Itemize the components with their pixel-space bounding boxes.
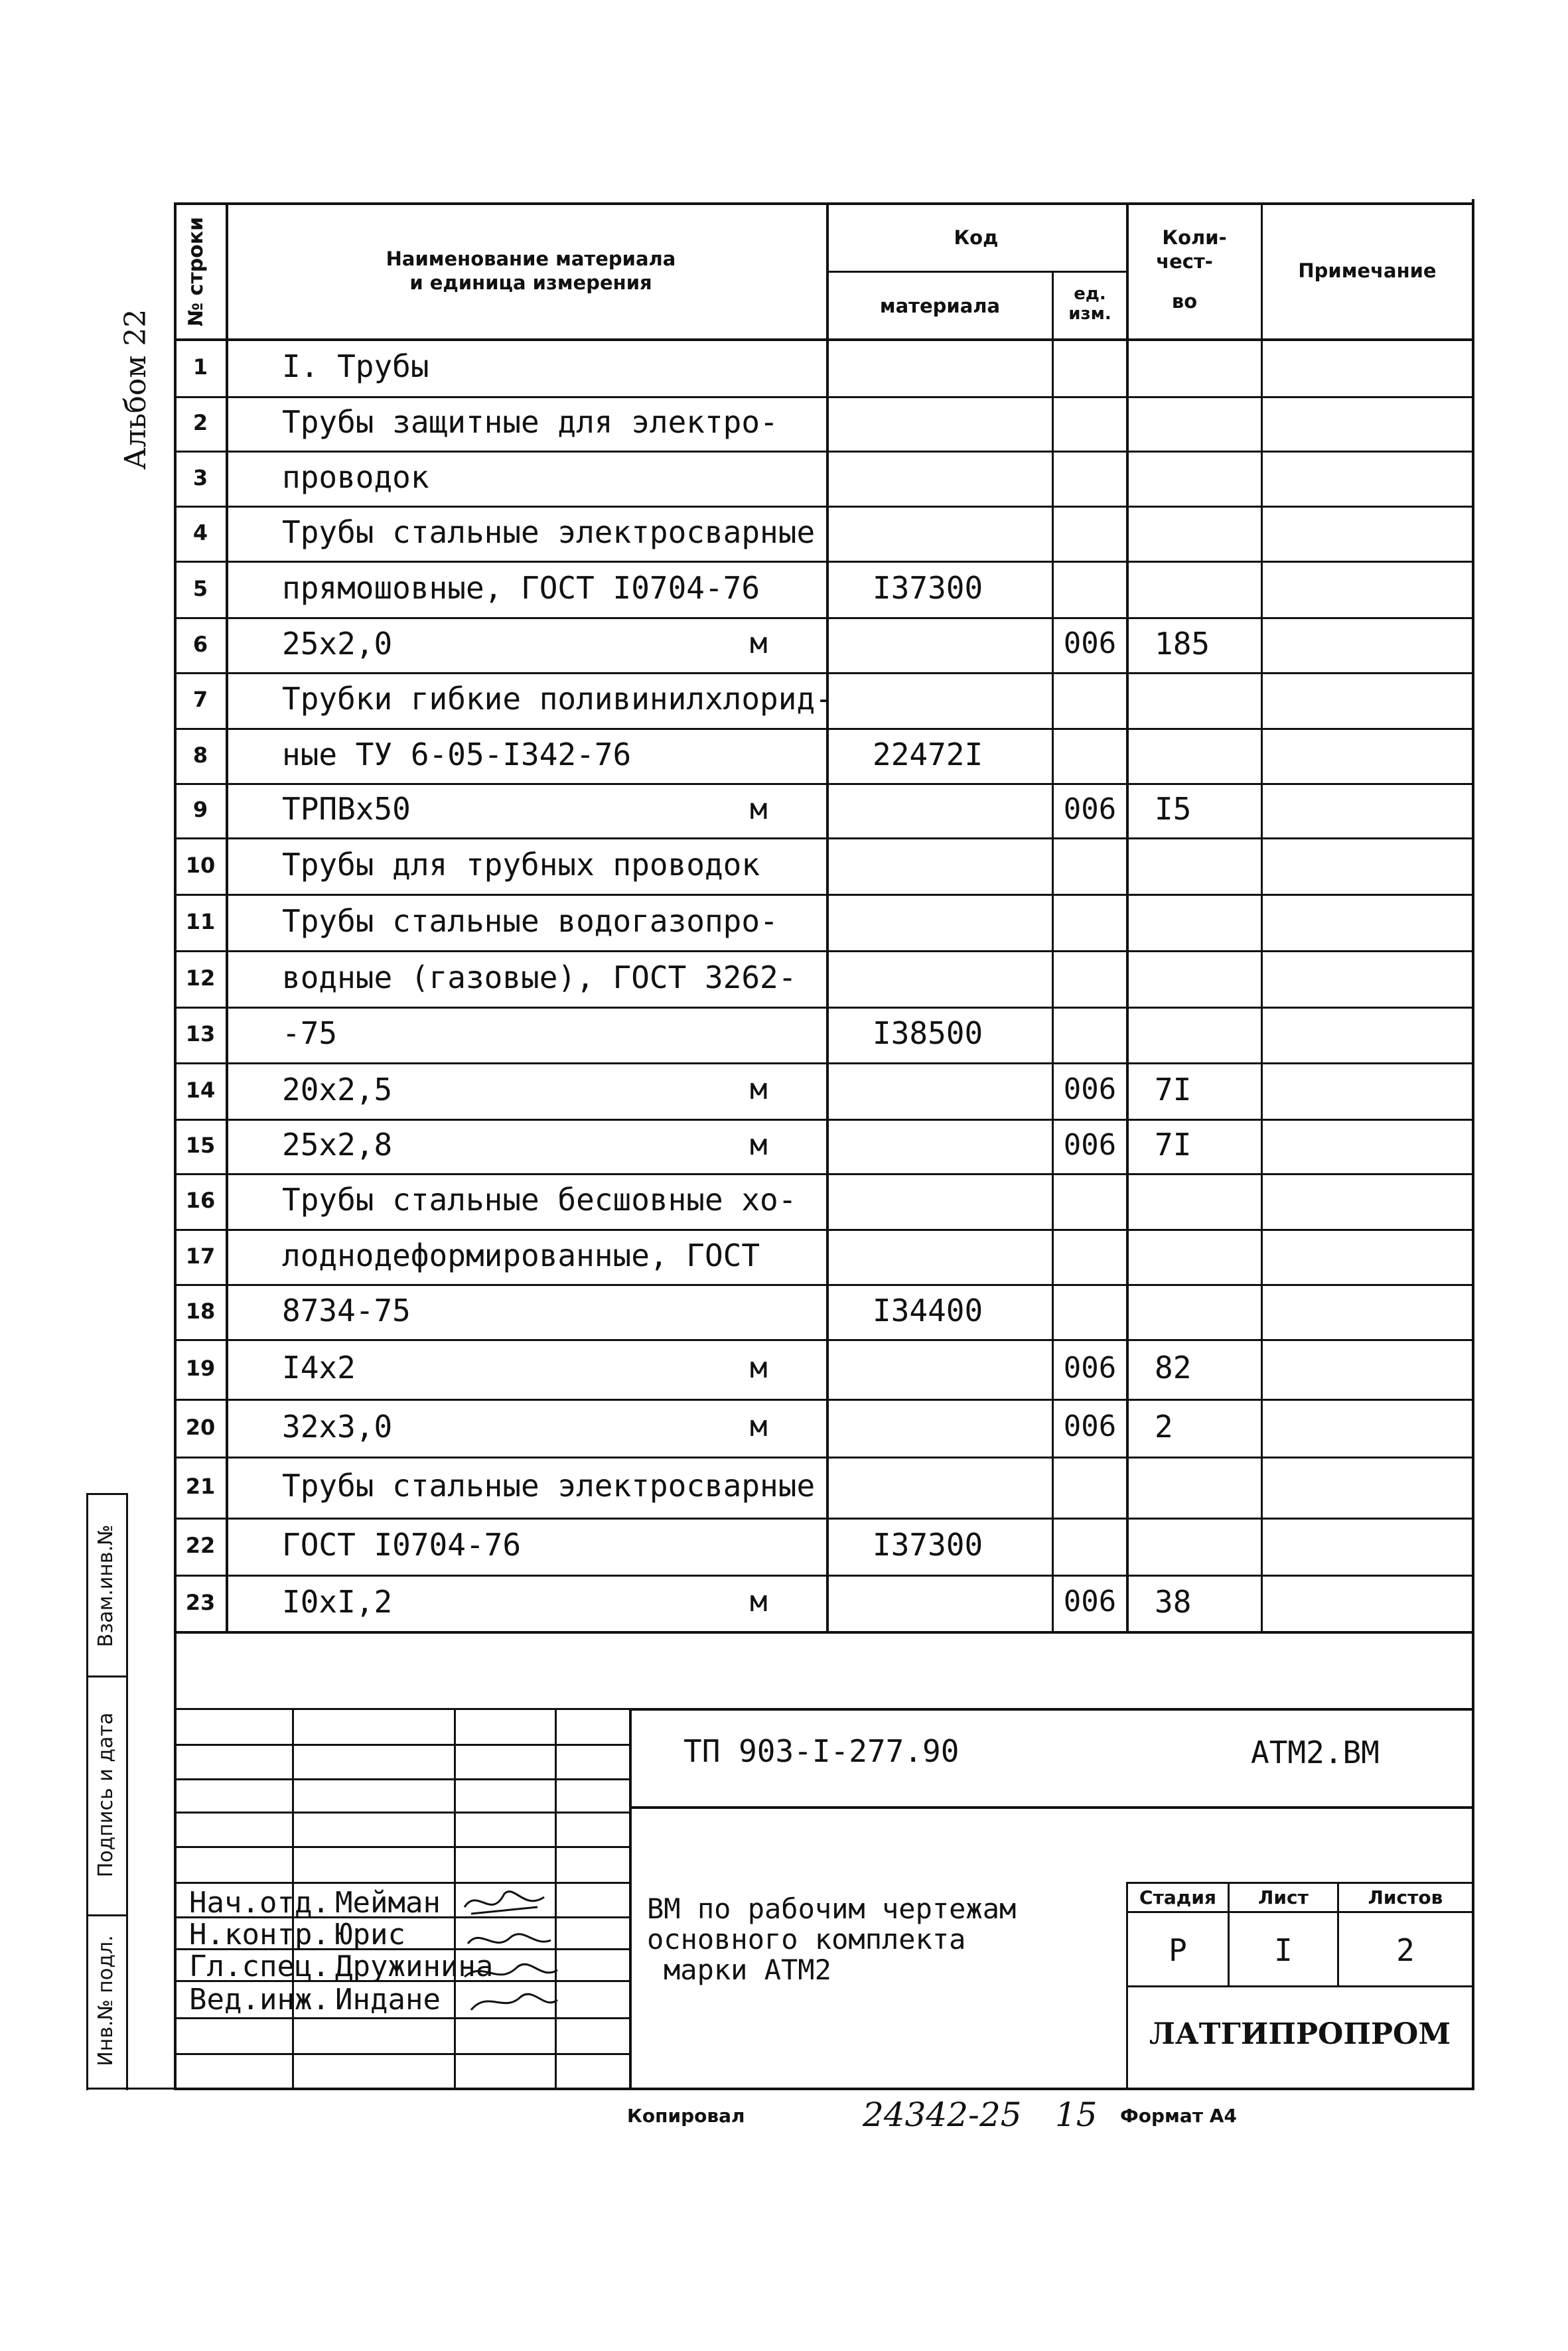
signer-role-4: Вед.инж.: [189, 1983, 330, 2017]
row-separator: [174, 617, 1474, 619]
row-quantity: 7I: [1155, 1071, 1192, 1107]
row-unit: м: [750, 792, 768, 826]
row-name: ные ТУ 6-05-I342-76: [282, 736, 632, 772]
row-name: 32x3,0: [282, 1408, 393, 1445]
row-name: I4x2: [282, 1350, 356, 1386]
row-quantity: I5: [1155, 791, 1192, 827]
row-number: 8: [192, 742, 208, 768]
header-name-line2: и единица измерения: [409, 271, 652, 294]
album-label: Альбом 22: [119, 309, 153, 470]
row-number: 19: [185, 1356, 216, 1382]
row-separator: [174, 672, 1474, 674]
row-name: лоднодеформированные, ГОСТ: [282, 1237, 760, 1273]
signer-name-2: Юрис: [335, 1918, 405, 1952]
header-code: Код: [954, 226, 999, 249]
sheets-value: 2: [1396, 1932, 1415, 1968]
row-quantity: 2: [1155, 1408, 1173, 1445]
signer-role-2: Н.контр.: [189, 1918, 330, 1952]
row-number: 7: [192, 687, 208, 713]
header-qty-line3: во: [1171, 290, 1198, 313]
row-separator: [174, 1062, 1474, 1064]
doc-title-line3: марки АТМ2: [664, 1954, 831, 1986]
row-separator: [174, 894, 1474, 896]
row-number: 16: [185, 1188, 216, 1214]
organization: ЛАТГИПРОПРОМ: [1149, 2017, 1451, 2051]
row-name: ГОСТ I0704-76: [282, 1527, 522, 1563]
row-separator: [174, 1007, 1474, 1009]
row-name: 8734-75: [282, 1292, 411, 1328]
row-separator: [174, 561, 1474, 563]
row-unit: м: [750, 1350, 768, 1385]
sheet-value: I: [1274, 1932, 1293, 1968]
header-unit-line2: изм.: [1068, 304, 1111, 324]
row-separator: [174, 1399, 1474, 1401]
signature-date-label: Подпись и дата: [94, 1712, 117, 1878]
row-name: -75: [282, 1015, 338, 1052]
row-separator: [174, 783, 1474, 785]
row-quantity: 82: [1155, 1350, 1192, 1386]
row-number: 11: [185, 908, 216, 934]
footer-copied: Копировал: [627, 2105, 745, 2127]
row-quantity: 185: [1155, 625, 1210, 662]
row-name: 20x2,5: [282, 1071, 393, 1107]
doc-mark: АТМ2.ВМ: [1251, 1735, 1380, 1770]
row-separator: [174, 1229, 1474, 1231]
footer-format: Формат А4: [1120, 2105, 1237, 2127]
row-name: прямошовные, ГОСТ I0704-76: [282, 569, 760, 606]
row-separator: [174, 950, 1474, 952]
row-separator: [174, 396, 1474, 398]
signer-role-3: Гл.спец.: [189, 1950, 330, 1983]
row-name: ТРПВх50: [282, 791, 411, 827]
row-material-code: 22472I: [873, 736, 983, 772]
doc-title-line2: основного комплекта: [647, 1923, 966, 1956]
row-name: Трубы для трубных проводок: [282, 846, 760, 883]
row-separator: [174, 1173, 1474, 1175]
row-unit: м: [750, 626, 768, 661]
row-number: 15: [185, 1133, 216, 1159]
sheet-label: Лист: [1258, 1887, 1309, 1908]
header-qty-line1: Коли-: [1162, 226, 1227, 249]
row-separator: [174, 1284, 1474, 1286]
header-unit-line1: ед.: [1074, 284, 1106, 304]
row-name: Трубы стальные водогазопро-: [282, 902, 778, 939]
header-name-line1: Наименование материала: [386, 248, 676, 270]
row-number: 1: [192, 354, 208, 380]
row-name: I0xI,2: [282, 1583, 393, 1620]
row-unit-code: 006: [1063, 792, 1117, 826]
row-number: 23: [185, 1589, 216, 1615]
row-unit-code: 006: [1063, 626, 1117, 661]
row-number: 9: [192, 797, 208, 823]
signer-name-3: Дружинина: [335, 1950, 494, 1983]
row-number: 18: [185, 1298, 216, 1324]
row-separator: [174, 1119, 1474, 1121]
row-unit-code: 006: [1063, 1409, 1117, 1444]
row-number: 10: [185, 852, 216, 878]
row-number: 21: [185, 1474, 216, 1500]
stage-value: Р: [1169, 1932, 1187, 1968]
row-name: I. Трубы: [282, 348, 429, 384]
row-name: проводок: [282, 459, 429, 495]
row-number: 3: [192, 464, 208, 490]
row-separator: [174, 506, 1474, 508]
row-number: 5: [192, 575, 208, 601]
row-material-code: I34400: [873, 1292, 983, 1328]
stage-label: Стадия: [1139, 1887, 1216, 1908]
signer-name-1: Мейман: [335, 1886, 441, 1920]
footer-number: 24342-25: [863, 2096, 1022, 2134]
row-number: 12: [185, 965, 216, 991]
row-unit: м: [750, 1585, 768, 1619]
row-material-code: I37300: [873, 1527, 983, 1563]
footer-page: 15: [1055, 2096, 1098, 2134]
row-quantity: 7I: [1155, 1127, 1192, 1163]
row-unit-code: 006: [1063, 1350, 1117, 1385]
row-number: 17: [185, 1243, 216, 1269]
row-unit-code: 006: [1063, 1072, 1117, 1107]
doc-code: ТП 903-I-277.90: [683, 1733, 960, 1769]
row-material-code: I38500: [873, 1015, 983, 1052]
row-unit: м: [750, 1072, 768, 1107]
header-qty-line2: чест-: [1156, 250, 1213, 273]
row-name: водные (газовые), ГОСТ 3262-: [282, 959, 797, 995]
header-note: Примечание: [1298, 259, 1437, 282]
sheets-label: Листов: [1368, 1887, 1443, 1908]
signer-name-4: Индане: [335, 1983, 441, 2017]
row-number: 20: [185, 1414, 216, 1440]
row-separator: [174, 837, 1474, 839]
row-unit-code: 006: [1063, 1585, 1117, 1619]
row-name: Трубы стальные электросварные: [282, 514, 816, 550]
replaced-inventory-label: Взам.инв.№: [94, 1524, 117, 1648]
row-number: 4: [192, 520, 208, 545]
handwritten-signatures: [458, 1881, 564, 2020]
row-number: 6: [192, 631, 208, 657]
signer-role-1: Нач.отд.: [189, 1886, 330, 1920]
row-separator: [174, 451, 1474, 453]
row-name: Трубки гибкие поливинилхлорид-: [282, 681, 833, 717]
header-material: материала: [879, 295, 1001, 317]
row-separator: [174, 728, 1474, 730]
original-inventory-label: Инв.№ подл.: [94, 1935, 117, 2066]
row-name: 25x2,8: [282, 1127, 393, 1163]
row-separator: [174, 1575, 1474, 1577]
row-number: 2: [192, 410, 208, 436]
row-separator: [174, 1339, 1474, 1341]
row-material-code: I37300: [873, 569, 983, 606]
row-unit: м: [750, 1409, 768, 1444]
row-separator: [174, 1457, 1474, 1459]
doc-title-line1: ВМ по рабочим чертежам: [647, 1892, 1017, 1925]
row-quantity: 38: [1155, 1583, 1192, 1620]
row-number: 13: [185, 1021, 216, 1047]
row-number: 14: [185, 1077, 216, 1103]
header-row-no: № строки: [184, 216, 208, 326]
row-unit: м: [750, 1127, 768, 1162]
row-separator: [174, 1518, 1474, 1520]
row-name: Трубы стальные бесшовные хо-: [282, 1182, 797, 1218]
row-name: 25x2,0: [282, 625, 393, 662]
row-unit-code: 006: [1063, 1127, 1117, 1162]
row-number: 22: [185, 1533, 216, 1559]
row-name: Трубы стальные электросварные: [282, 1468, 816, 1504]
row-name: Трубы защитные для электро-: [282, 404, 778, 441]
